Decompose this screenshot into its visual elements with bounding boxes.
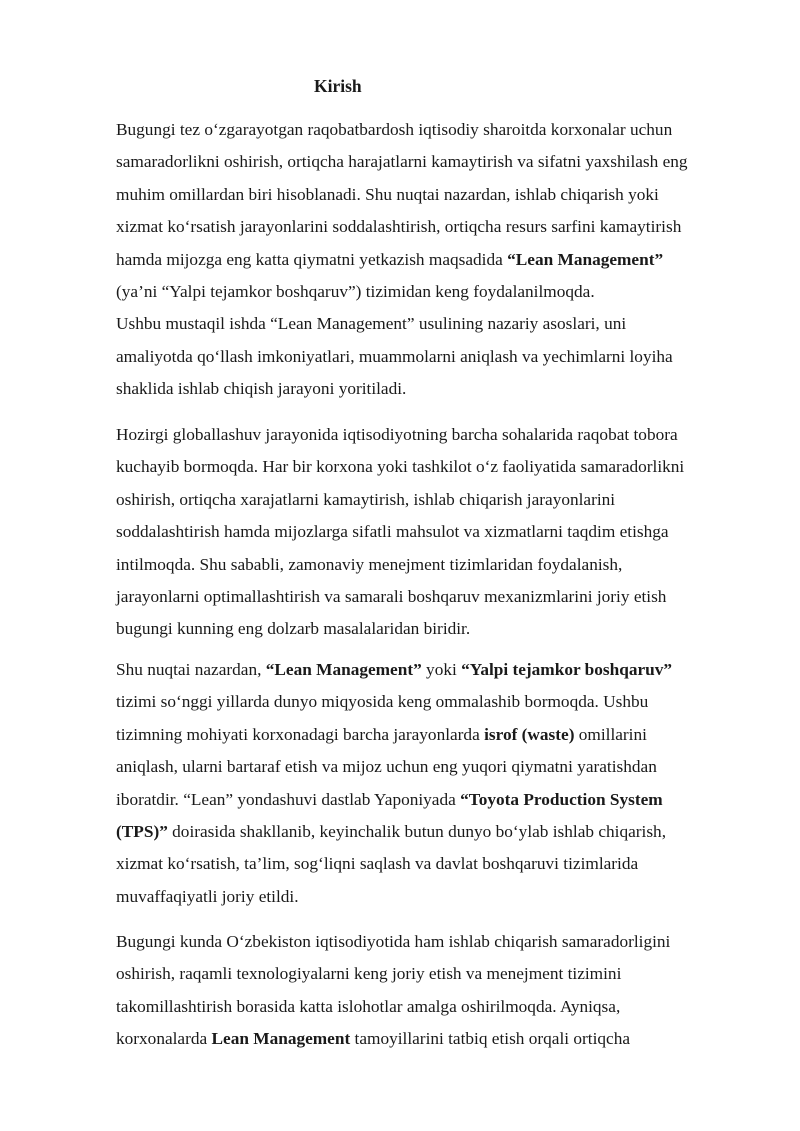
text-line	[116, 719, 756, 751]
text-span: xizmat ko‘rsatish, ta’lim, sog‘liqni saqlash va davlat boshqaruvi tizimlarida	[116, 854, 639, 874]
text-span: Bugungi kunda O‘zbekiston iqtisodiyotida ham ishlab chiqarish samaradorligini	[116, 932, 671, 951]
text-span: kuchayib bormoqda. Har bir korxona yoki tashkilot o‘z faoliyatida samaradorlikni	[116, 457, 685, 477]
text-span: hamda mijozga eng katta qiymatni yetkazish maqsadida	[116, 249, 508, 269]
bold-text: Lean Management	[211, 1029, 351, 1049]
bold-text: “Lean Management”	[507, 249, 664, 269]
text-span: tamoyillarini tatbiq etish orqali ortiqcha	[350, 1029, 631, 1049]
text-line	[116, 373, 756, 405]
text-span: xizmat ko‘rsatish jarayonlarini soddalashtirish, ortiqcha resurs sarfini kamaytirish	[116, 217, 682, 237]
text-span: korxonalarda	[116, 1029, 212, 1049]
text-span: oshirish, ortiqcha xarajatlarni kamaytirish, ishlab chiqarish jarayonlarini	[116, 489, 616, 509]
text-span: soddalashtirish hamda mijozlarga sifatli mahsulot va xizmatlarni taqdim etishga	[116, 522, 669, 542]
text-span: Hozirgi globallashuv jarayonida iqtisodiyotning barcha sohalarida raqobat tobora	[116, 425, 678, 444]
bold-text: “Lean Management”	[265, 660, 422, 679]
text-line	[116, 451, 756, 483]
text-span: muhim omillardan biri hisoblanadi. Shu nuqtai nazardan, ishlab chiqarish yoki	[116, 184, 659, 204]
text-line	[116, 613, 756, 645]
text-line	[116, 341, 756, 373]
text-line	[116, 179, 756, 211]
text-line	[116, 816, 756, 848]
text-span: oshirish, raqamli texnologiyalarni keng joriy etish va menejment tizimini	[116, 964, 622, 984]
bold-text: isrof (waste)	[484, 724, 575, 744]
text-line	[116, 549, 756, 581]
text-line	[116, 958, 756, 990]
text-line	[116, 581, 756, 613]
text-span: yoki	[421, 660, 462, 679]
text-line	[116, 926, 756, 958]
text-span: doirasida shakllanib, keyinchalik butun dunyo bo‘ylab ishlab chiqarish,	[167, 822, 667, 842]
text-span: aniqlash, ularni bartaraf etish va mijoz uchun eng yuqori qiymatni yaratishdan	[116, 757, 657, 777]
text-line	[116, 751, 756, 783]
text-span: Ushbu mustaqil ishda “Lean Management” usulining nazariy asoslari, uni	[116, 314, 627, 334]
text-span: Shu nuqtai nazardan,	[116, 660, 266, 679]
text-line	[116, 848, 756, 880]
text-span: bugungi kunning eng dolzarb masalalaridan biridir.	[116, 619, 471, 639]
text-span: Bugungi tez o‘zgarayotgan raqobatbardosh iqtisodiy sharoitda korxonalar uchun	[116, 120, 673, 139]
text-span: shaklida ishlab chiqish jarayoni yoritiladi.	[116, 379, 407, 399]
page-title: Kirish	[314, 76, 362, 96]
text-span: (ya’ni “Yalpi tejamkor boshqaruv”) tizimidan keng foydalanilmoqda.	[116, 282, 595, 302]
text-line	[116, 114, 756, 146]
text-line	[116, 244, 756, 276]
text-span: jarayonlarni optimallashtirish va samarali boshqaruv mexanizmlarini joriy etish	[116, 587, 667, 607]
text-span: intilmoqda. Shu sababli, zamonaviy menejment tizimlaridan foydalanish,	[116, 554, 623, 574]
paragraph-3	[116, 654, 756, 913]
text-line	[116, 308, 756, 340]
bold-text: “Toyota Production System	[460, 789, 663, 809]
text-span: amaliyotda qo‘llash imkoniyatlari, muammolarni aniqlash va yechimlarni loyiha	[116, 346, 673, 366]
text-span: samaradorlikni oshirish, ortiqcha harajatlarni kamaytirish va sifatni yaxshilash eng	[116, 152, 688, 172]
text-span: tizimi so‘nggi yillarda dunyo miqyosida keng ommalashib bormoqda. Ushbu	[116, 692, 649, 712]
text-span: takomillashtirish borasida katta islohotlar amalga oshirilmoqda. Ayniqsa,	[116, 996, 621, 1016]
text-line	[116, 276, 756, 308]
text-line	[116, 784, 756, 816]
text-line	[116, 654, 756, 686]
text-line	[116, 211, 756, 243]
text-line	[116, 1023, 756, 1055]
text-line	[116, 686, 756, 718]
text-line	[116, 516, 756, 548]
text-line	[116, 419, 756, 451]
paragraph-4	[116, 926, 756, 1056]
text-span: muvaffaqiyatli joriy etildi.	[116, 886, 299, 906]
text-span: iboratdir. “Lean” yondashuvi dastlab Yaponiyada	[116, 789, 461, 809]
paragraph-2	[116, 419, 756, 646]
text-span: omillarini	[574, 724, 647, 744]
text-span: tizimning mohiyati korxonadagi barcha jarayonlarda	[116, 724, 485, 744]
text-line	[116, 881, 756, 913]
bold-text: “Yalpi tejamkor boshqaruv”	[461, 660, 673, 679]
bold-text: (TPS)”	[116, 822, 168, 842]
text-line	[116, 991, 756, 1023]
paragraph-1	[116, 114, 756, 406]
text-line	[116, 146, 756, 178]
text-line	[116, 484, 756, 516]
